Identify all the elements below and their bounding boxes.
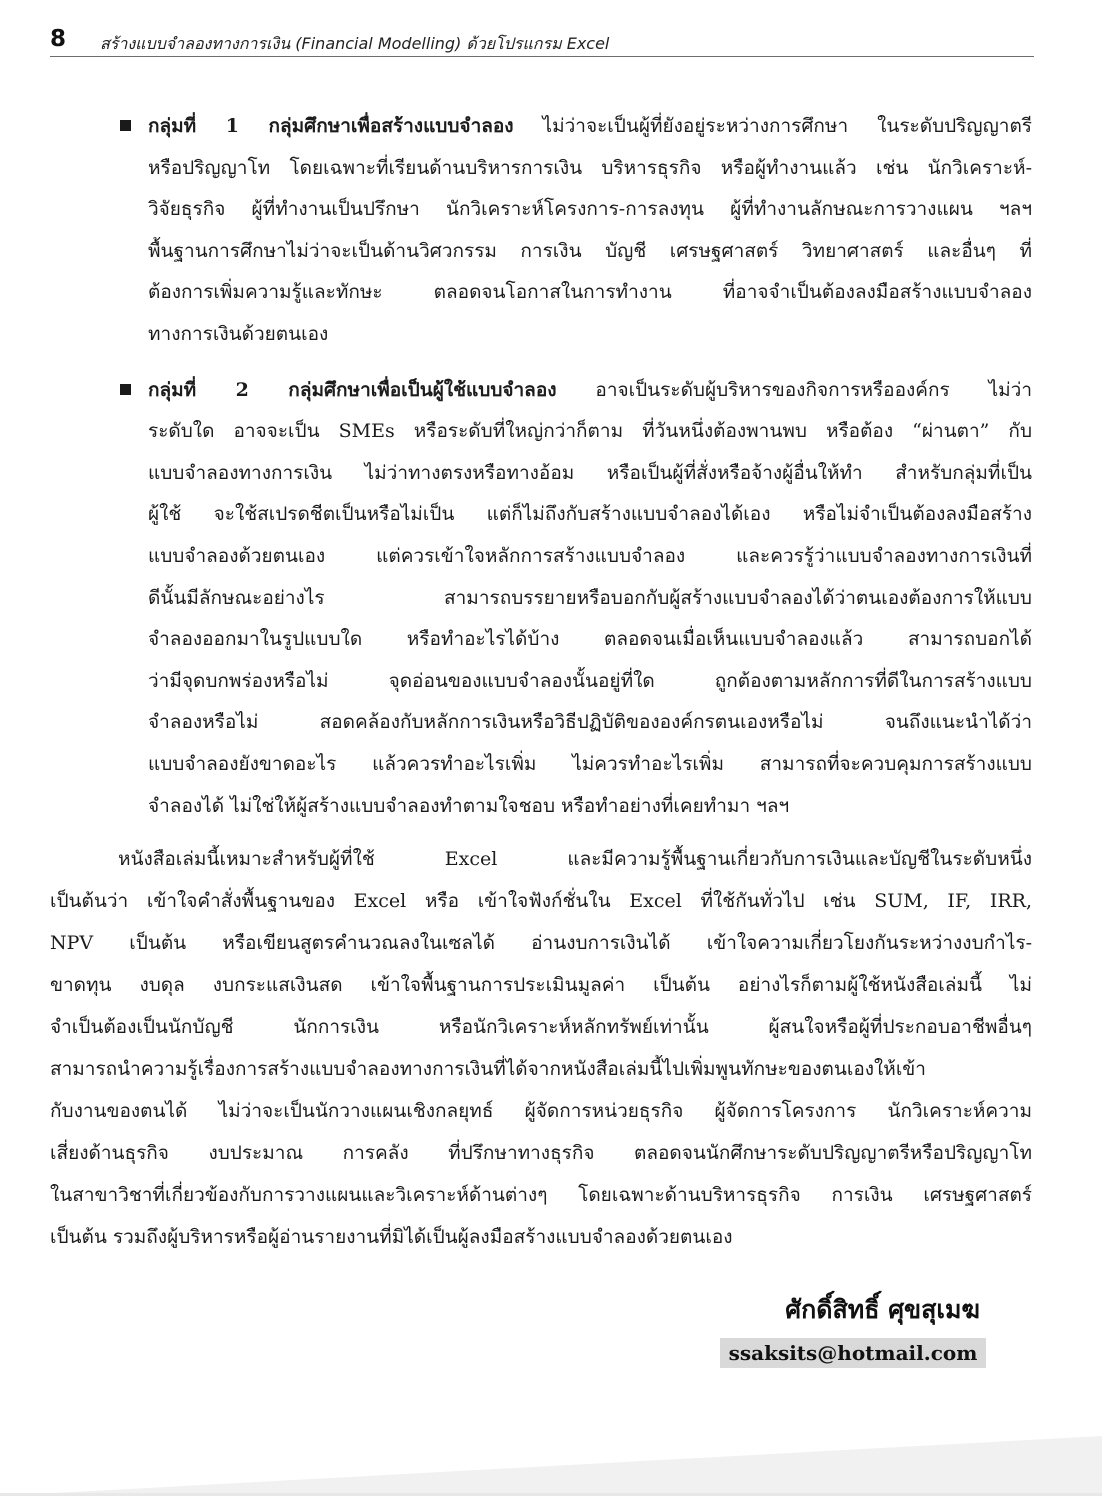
bullet-line: หรือปริญญาโท โดยเฉพาะที่เรียนด้านบริหารการเงิน บริหารธุรกิจ หรือผู้ทำงานแล้ว เช่น นักวิเคราะห์- [148, 156, 1032, 179]
bullet-first-line [148, 106, 1032, 148]
bullet-line: จำลองได้ ไม่ใช่ให้ผู้สร้างแบบจำลองทำตามใจชอบ หรือทำอย่างที่เคยทำมา ฯลฯ [148, 794, 790, 817]
paragraph-line: เสี่ยงด้านธุรกิจ งบประมาณ การคลัง ที่ปรึกษาทางธุรกิจ ตลอดจนนักศึกษาระดับปริญญาตรีหรือปริญญาโท [50, 1142, 1032, 1164]
target-audience-list [120, 106, 1032, 841]
bullet-line: ต้องการเพิ่มความรู้และทักษะ ตลอดจนโอกาสในการทำงาน ที่อาจจำเป็นต้องลงมือสร้างแบบจำลอง [148, 281, 1032, 304]
bullet-line: ทางการเงินด้วยตนเอง [148, 322, 329, 345]
paragraph-line: หนังสือเล่มนี้เหมาะสำหรับผู้ที่ใช้ Excel และมีความรู้พื้นฐานเกี่ยวกับการเงินและบัญชีในระดับหนึ่ง [118, 848, 1032, 870]
bullet-first-line [148, 370, 1032, 412]
bullet-line: วิจัยธุรกิจ ผู้ที่ทำงานเป็นปรึกษา นักวิเคราะห์โครงการ-การลงทุน ผู้ที่ทำงานลักษณะการวางแผน ฯลฯ [148, 198, 1032, 221]
bullet-line: จำลองหรือไม่ สอดคล้องกับหลักการเงินหรือวิธีปฏิบัติขององค์กรตนเองหรือไม่ จนถึงแนะนำได้ว่า [148, 711, 1032, 734]
paragraph-line: กับงานของตนได้ ไม่ว่าจะเป็นนักวางแผนเชิงกลยุทธ์ ผู้จัดการหน่วยธุรกิจ ผู้จัดการโครงการ นักวิเคราะห์ความ [50, 1100, 1032, 1122]
paragraph-line: สามารถนำความรู้เรื่องการสร้างแบบจำลองทางการเงินที่ได้จากหนังสือเล่มนี้ไปเพิ่มพูนทักษะของตนเองให้เข้า [50, 1058, 926, 1080]
bullet-line: ว่ามีจุดบกพร่องหรือไม่ จุดอ่อนของแบบจำลองนั้นอยู่ที่ใด ถูกต้องตามหลักการที่ดีในการสร้างแบบ [148, 669, 1032, 692]
page-header [50, 22, 1034, 58]
bullet-item-group-2 [120, 370, 1032, 828]
paragraph-line: จำเป็นต้องเป็นนักบัญชี นักการเงิน หรือนักวิเคราะห์หลักทรัพย์เท่านั้น ผู้สนใจหรือผู้ที่ประกอบอาชีพอื่นๆ [50, 1016, 1032, 1038]
page-number: 8 [50, 26, 67, 52]
square-bullet-icon [120, 120, 131, 131]
bullet-text: อาจเป็นระดับผู้บริหารของกิจการหรือองค์กร ไม่ว่า [556, 378, 1032, 401]
paragraph-line: ขาดทุน งบดุล งบกระแสเงินสด เข้าใจพื้นฐานการประเมินมูลค่า เป็นต้น อย่างไรก็ตามผู้ใช้หนังสือเล่มนี้ ไม่ [50, 974, 1032, 996]
bullet-line: แบบจำลองด้วยตนเอง แต่ควรเข้าใจหลักการสร้างแบบจำลอง และควรรู้ว่าแบบจำลองทางการเงินที่ [148, 544, 1032, 567]
bullet-line: แบบจำลองทางการเงิน ไม่ว่าทางตรงหรือทางอ้อม หรือเป็นผู้ที่สั่งหรือจ้างผู้อื่นให้ทำ สำหรับกลุ่มที่เป็น [148, 461, 1032, 484]
paragraph-line: ในสาขาวิชาที่เกี่ยวข้องกับการวางแผนและวิเคราะห์ด้านต่างๆ โดยเฉพาะด้านบริหารธุรกิจ การเงิน เศรษฐศาสตร์ [50, 1184, 1032, 1206]
bullet-line: พื้นฐานการศึกษาไม่ว่าจะเป็นด้านวิศวกรรม การเงิน บัญชี เศรษฐศาสตร์ วิทยาศาสตร์ และอื่นๆ ที่ [148, 239, 1032, 262]
bullet-item-group-1 [120, 106, 1032, 356]
author-name: ศักดิ์สิทธิ์ ศุขสุเมฆ [785, 1295, 980, 1324]
square-bullet-icon [120, 384, 131, 395]
bullet-line: ดีนั้นมีลักษณะอย่างไร สามารถบรรยายหรือบอกกับผู้สร้างแบบจำลองได้ว่าตนเองต้องการให้แบบ [148, 586, 1032, 609]
footer-shade-shape [0, 1436, 1102, 1496]
running-title: สร้างแบบจำลองทางการเงิน (Financial Modelling) ด้วยโปรแกรม Excel [100, 34, 610, 53]
bullet-line: จำลองออกมาในรูปแบบใด หรือทำอะไรได้บ้าง ตลอดจนเมื่อเห็นแบบจำลองแล้ว สามารถบอกได้ [148, 628, 1032, 651]
bullet-text: ไม่ว่าจะเป็นผู้ที่ยังอยู่ระหว่างการศึกษา ในระดับปริญญาตรี [513, 115, 1032, 137]
bullet-title: กลุ่มที่ 2 กลุ่มศึกษาเพื่อเป็นผู้ใช้แบบจำลอง [148, 378, 557, 401]
bullet-line: ผู้ใช้ จะใช้สเปรดชีตเป็นหรือไม่เป็น แต่ก็ไม่ถึงกับสร้างแบบจำลองได้เอง หรือไม่จำเป็นต้องลงมือสร้าง [148, 503, 1032, 526]
bullet-title: กลุ่มที่ 1 กลุ่มศึกษาเพื่อสร้างแบบจำลอง [148, 115, 514, 137]
intro-paragraph [50, 838, 1032, 1258]
header-divider [50, 56, 1034, 57]
paragraph-line: เป็นต้นว่า เข้าใจคำสั่งพื้นฐานของ Excel หรือ เข้าใจฟังก์ชั่นใน Excel ที่ใช้กันทั่วไป เช่น SUM, IF, IRR, [50, 890, 1032, 912]
paragraph-line: NPV เป็นต้น หรือเขียนสูตรคำนวณลงในเซลได้ อ่านงบการเงินได้ เข้าใจความเกี่ยวโยงกันระหว่างงบกำไร- [50, 932, 1032, 954]
author-email[interactable]: ssaksits@hotmail.com [720, 1338, 986, 1368]
bullet-line: ระดับใด อาจจะเป็น SMEs หรือระดับที่ใหญ่กว่าก็ตาม ที่วันหนึ่งต้องพานพบ หรือต้อง “ผ่านตา” กับ [148, 420, 1032, 443]
paragraph-line: เป็นต้น รวมถึงผู้บริหารหรือผู้อ่านรายงานที่มิได้เป็นผู้ลงมือสร้างแบบจำลองด้วยตนเอง [50, 1226, 733, 1248]
footer-decoration [0, 1436, 1102, 1496]
bullet-line: แบบจำลองยังขาดอะไร แล้วควรทำอะไรเพิ่ม ไม่ควรทำอะไรเพิ่ม สามารถที่จะควบคุมการสร้างแบบ [148, 752, 1032, 775]
